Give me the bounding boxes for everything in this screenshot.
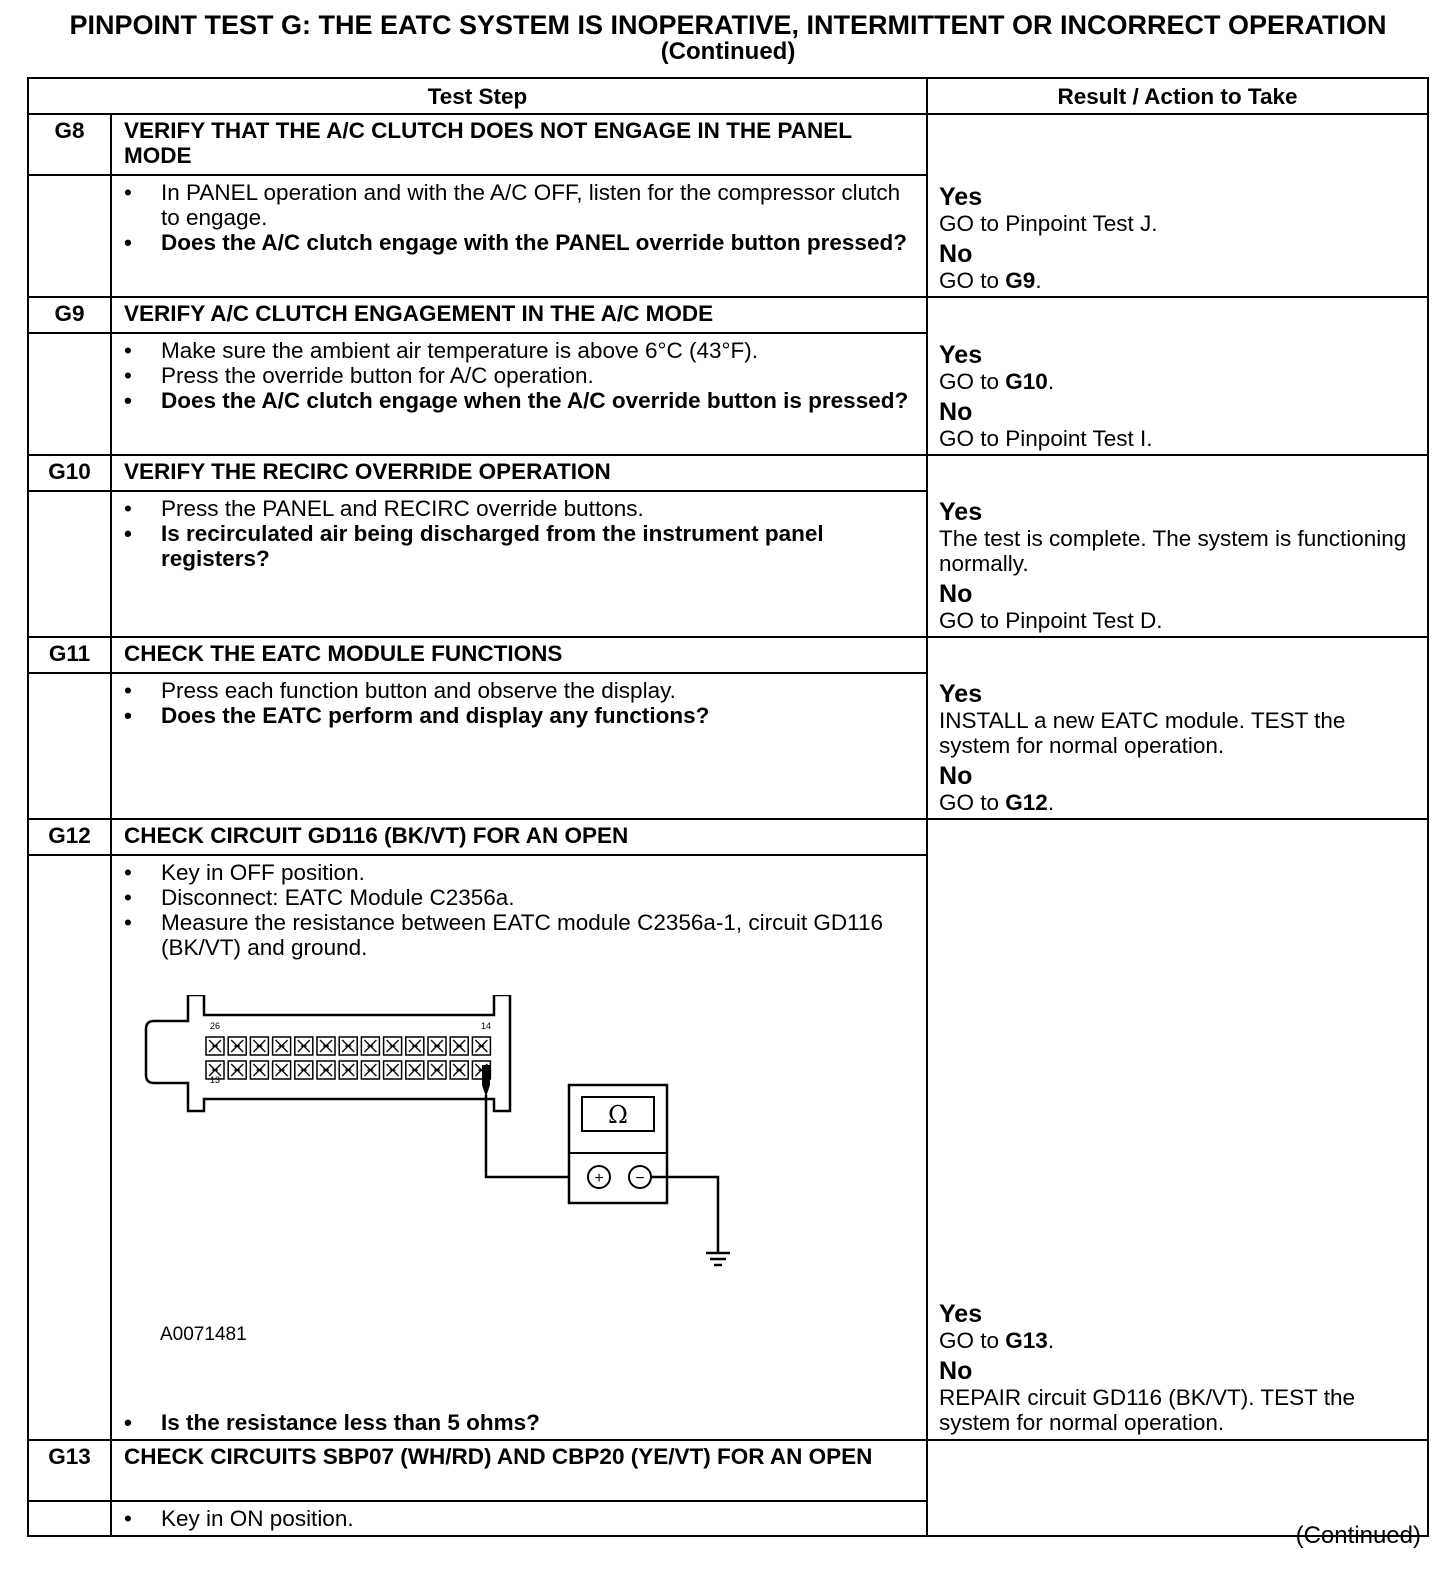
- ohmmeter-connector-figure: [144, 995, 744, 1295]
- step-result: [927, 819, 1428, 1440]
- no-action: GO to Pinpoint Test D.: [939, 608, 1163, 633]
- step-code: G10: [28, 455, 111, 491]
- step-result: [927, 297, 1428, 455]
- no-action: REPAIR circuit GD116 (BK/VT). TEST the system for normal operation.: [939, 1385, 1355, 1435]
- pin-label-26: 26: [210, 1021, 221, 1031]
- step-heading-row: [28, 455, 1428, 491]
- pin-label-13: 13: [210, 1075, 221, 1085]
- step-question: • Does the A/C clutch engage with the PANEL override button pressed?: [124, 230, 916, 255]
- yes-action: GO to G13.: [939, 1328, 1055, 1353]
- step-body: [111, 673, 927, 819]
- step-heading: VERIFY THE RECIRC OVERRIDE OPERATION: [111, 455, 927, 491]
- step-bullet: • In PANEL operation and with the A/C OFF, listen for the compressor clutch to engage.: [124, 180, 916, 230]
- page-subtitle: (Continued): [660, 38, 796, 65]
- yes-label: Yes: [939, 1300, 983, 1328]
- yes-action: The test is complete. The system is functioning normally.: [939, 526, 1407, 576]
- step-bullet: • Press each function button and observe the display.: [124, 678, 916, 703]
- step-body: [111, 855, 927, 1440]
- yes-action: GO to Pinpoint Test J.: [939, 211, 1158, 236]
- no-label: No: [939, 398, 973, 426]
- step-bullet: • Key in OFF position.: [124, 860, 916, 885]
- figure-id: A0071481: [160, 1324, 247, 1345]
- step-bullet: • Disconnect: EATC Module C2356a.: [124, 885, 916, 910]
- step-heading-row: [28, 819, 1428, 855]
- yes-label: Yes: [939, 680, 983, 708]
- result-header: Result / Action to Take: [927, 78, 1428, 114]
- no-label: No: [939, 1357, 973, 1385]
- step-code: G12: [28, 819, 111, 855]
- no-action: GO to G9.: [939, 268, 1042, 293]
- step-heading-row: [28, 1440, 1428, 1501]
- yes-label: Yes: [939, 341, 983, 369]
- step-code: G9: [28, 297, 111, 333]
- step-result: [927, 637, 1428, 819]
- minus-sign: −: [635, 1170, 645, 1187]
- connector-diagram: [124, 960, 916, 1410]
- step-heading: VERIFY THAT THE A/C CLUTCH DOES NOT ENGAGE IN THE PANEL MODE: [111, 114, 927, 175]
- step-question: • Is recirculated air being discharged from the instrument panel registers?: [124, 521, 916, 571]
- no-label: No: [939, 240, 973, 268]
- step-bullet: • Press the PANEL and RECIRC override buttons.: [124, 496, 916, 521]
- step-body: [111, 175, 927, 297]
- step-heading-row: [28, 114, 1428, 175]
- step-code: G8: [28, 114, 111, 175]
- step-body: [111, 1501, 927, 1536]
- test-step-header: Test Step: [28, 78, 927, 114]
- table-header-row: [28, 78, 1428, 114]
- plus-sign: +: [594, 1170, 604, 1187]
- step-result: [927, 455, 1428, 637]
- yes-action: GO to G10.: [939, 369, 1055, 394]
- step-question: • Does the A/C clutch engage when the A/C override button is pressed?: [124, 388, 916, 413]
- pin-label-14: 14: [481, 1021, 492, 1031]
- step-bullet: • Press the override button for A/C operation.: [124, 363, 916, 388]
- step-heading-row: [28, 297, 1428, 333]
- step-result: [927, 114, 1428, 297]
- page-title: PINPOINT TEST G: THE EATC SYSTEM IS INOPERATIVE, INTERMITTENT OR INCORRECT OPERATION: [69, 10, 1387, 40]
- step-bullet: • Key in ON position.: [124, 1506, 916, 1531]
- step-body: [111, 491, 927, 637]
- step-body: [111, 333, 927, 455]
- step-bullet: • Measure the resistance between EATC module C2356a-1, circuit GD116 (BK/VT) and ground.: [124, 910, 916, 960]
- no-action: GO to G12.: [939, 790, 1055, 815]
- step-heading: CHECK CIRCUIT GD116 (BK/VT) FOR AN OPEN: [111, 819, 927, 855]
- pinpoint-test-table: [27, 77, 1429, 1537]
- step-code: G11: [28, 637, 111, 673]
- step-question: • Is the resistance less than 5 ohms?: [124, 1410, 916, 1435]
- no-action: GO to Pinpoint Test I.: [939, 426, 1153, 451]
- step-code: G13: [28, 1440, 111, 1501]
- yes-action: INSTALL a new EATC module. TEST the system for normal operation.: [939, 708, 1346, 758]
- step-heading-row: [28, 637, 1428, 673]
- step-question: • Does the EATC perform and display any functions?: [124, 703, 916, 728]
- continued-footer: (Continued): [1295, 1522, 1421, 1549]
- step-heading: VERIFY A/C CLUTCH ENGAGEMENT IN THE A/C MODE: [111, 297, 927, 333]
- yes-label: Yes: [939, 183, 983, 211]
- ohm-symbol: Ω: [608, 1101, 628, 1129]
- yes-label: Yes: [939, 498, 983, 526]
- no-label: No: [939, 580, 973, 608]
- step-heading: CHECK CIRCUITS SBP07 (WH/RD) AND CBP20 (YE/VT) FOR AN OPEN: [111, 1440, 927, 1501]
- step-heading: CHECK THE EATC MODULE FUNCTIONS: [111, 637, 927, 673]
- no-label: No: [939, 762, 973, 790]
- step-bullet: • Make sure the ambient air temperature is above 6°C (43°F).: [124, 338, 916, 363]
